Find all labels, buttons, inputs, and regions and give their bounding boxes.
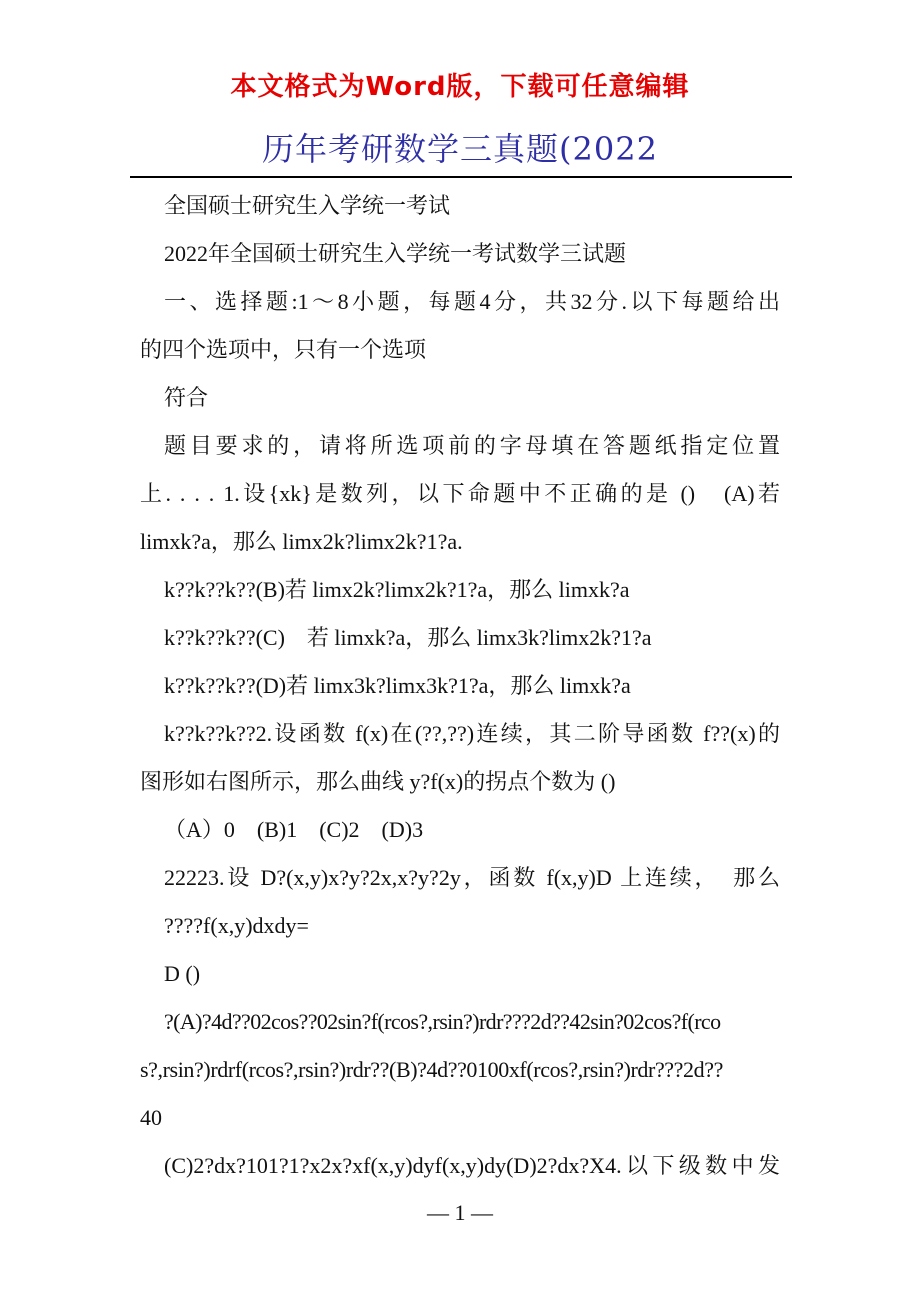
- body-line: 40: [140, 1105, 162, 1130]
- body-line: 题目要求的，请将所选项前的字母填在答题纸指定位置: [164, 433, 780, 458]
- body-line: 上. . . . 1.设{xk}是数列，以下命题中不正确的是 () (A)若: [140, 481, 780, 506]
- body-line: 一、选择题:1～8小题，每题4分，共32分.以下每题给出: [164, 289, 780, 314]
- page-number: — 1 —: [427, 1200, 493, 1225]
- body-line: s?,rsin?)rdrf(rcos?,rsin?)rdr??(B)?4d??0100xf(rcos?,rsin?)rdr???2d??: [140, 1057, 723, 1082]
- body-line: k??k??k??(C) 若 limxk?a，那么 limx3k?limx2k?1?a: [164, 625, 652, 650]
- body-line: 2022年全国硕士研究生入学统一考试数学三试题: [164, 241, 627, 266]
- body-line: （A）0 (B)1 (C)2 (D)3: [164, 817, 424, 842]
- body-line: (C)2?dx?101?1?x2x?xf(x,y)dyf(x,y)dy(D)2?dx?X4.以下级数中发: [164, 1153, 780, 1178]
- format-banner: 本文格式为Word版，下载可任意编辑: [230, 72, 690, 102]
- title-divider: [130, 176, 792, 178]
- body-line: 全国硕士研究生入学统一考试: [164, 193, 451, 218]
- body-line: 图形如右图所示，那么曲线 y?f(x)的拐点个数为 (): [140, 769, 616, 794]
- body-line: k??k??k??2.设函数 f(x)在(??,??)连续，其二阶导函数 f??(x)的: [164, 721, 780, 746]
- body-line: k??k??k??(B)若 limx2k?limx2k?1?a，那么 limxk?a: [164, 577, 630, 602]
- body-line: D (): [164, 961, 201, 986]
- body-line: 的四个选项中，只有一个选项: [140, 337, 427, 362]
- document-title: 历年考研数学三真题(2022: [262, 130, 658, 168]
- body-line: 符合: [164, 385, 209, 410]
- body-line: k??k??k??(D)若 limx3k?limx3k?1?a，那么 limxk?a: [164, 673, 631, 698]
- body-line: limxk?a，那么 limx2k?limx2k?1?a.: [140, 529, 463, 554]
- body-line: 22223.设 D?(x,y)x?y?2x,x?y?2y，函数 f(x,y)D 上连续， 那么: [164, 865, 780, 890]
- body-line: ????f(x,y)dxdy=: [164, 913, 309, 938]
- body-line: ?(A)?4d??02cos??02sin?f(rcos?,rsin?)rdr???2d??42sin?02cos?f(rco: [164, 1009, 721, 1034]
